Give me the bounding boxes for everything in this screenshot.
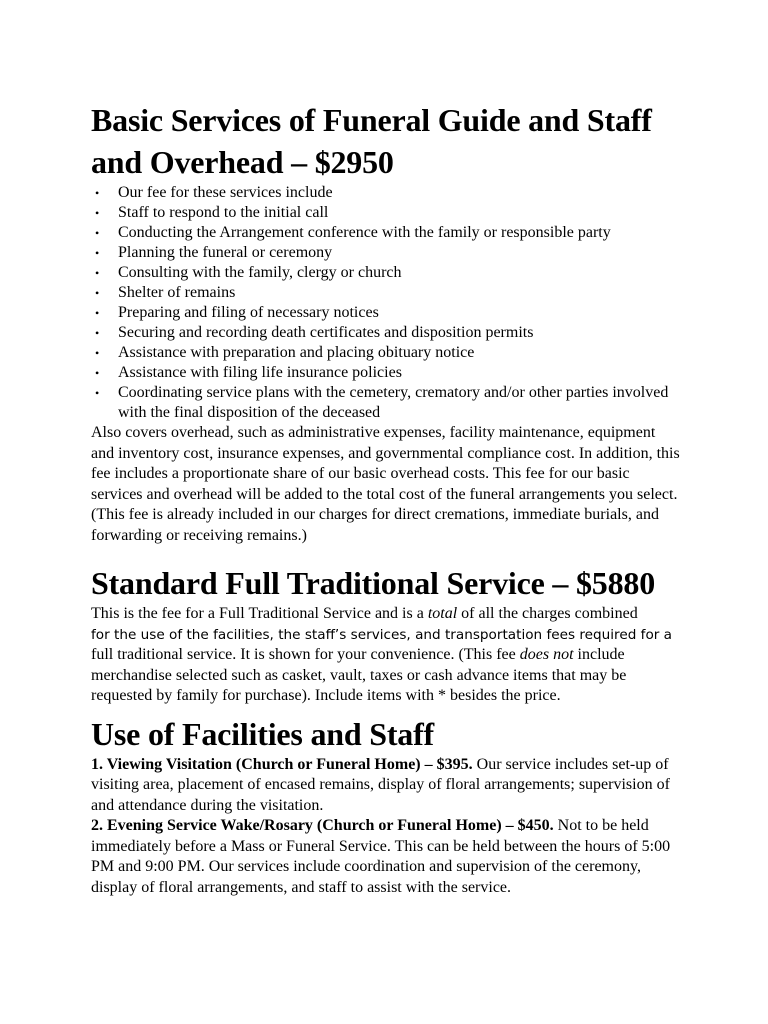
- bullet-icon: •: [95, 226, 100, 240]
- bullet-icon: •: [95, 286, 100, 300]
- bullet-icon: •: [95, 386, 100, 400]
- evening-service-item: [91, 816, 681, 898]
- bullet-icon: •: [95, 346, 100, 360]
- standard-service-heading: Standard Full Traditional Service – $5880: [91, 565, 655, 601]
- list-item: [91, 343, 681, 363]
- standard-service-paragraph: [91, 604, 681, 707]
- basic-services-list: [91, 183, 681, 423]
- italic-total: total: [427, 605, 458, 622]
- heading-line-1: Basic Services of Funeral Guide and Staff: [91, 102, 652, 138]
- facilities-heading: Use of Facilities and Staff: [91, 715, 435, 752]
- list-item-text: Coordinating service plans with the cemetery, crematory and/or other parties involved with the final disposition of the deceased: [118, 384, 669, 421]
- list-item-text: Securing and recording death certificates and disposition permits: [118, 324, 534, 341]
- list-item: [91, 203, 681, 223]
- list-item: [91, 383, 681, 423]
- viewing-visitation-text: Our service includes set-up of visiting area, placement of encased remains, display of floral arrangements; supervision of and attendance during the visitation.: [91, 755, 670, 814]
- bullet-icon: •: [95, 366, 100, 380]
- list-item-text: Assistance with preparation and placing obituary notice: [118, 344, 475, 361]
- bullet-icon: •: [95, 266, 100, 280]
- bullet-icon: •: [95, 186, 100, 200]
- list-item-text: Assistance with filing life insurance policies: [118, 364, 402, 381]
- text-span: include merchandise selected such as casket, vault, taxes or cash advance items that may be requested by family for purchase). Include items with * besides the price.: [91, 646, 627, 704]
- basic-services-heading: [91, 99, 681, 183]
- list-item: [91, 303, 681, 323]
- italic-does-not: does not: [519, 646, 574, 663]
- heading-line-2: and Overhead – $2950: [91, 144, 394, 180]
- list-item-text: Planning the funeral or ceremony: [118, 244, 333, 261]
- list-item: [91, 283, 681, 303]
- list-item: [91, 263, 681, 283]
- evening-service-text: Not to be held immediately before a Mass or Funeral Service. This can be held between the hours of 5:00 PM and 9:00 PM. Our services include coordination and supervision of the ceremony, display of floral arrangements, and staff to assist with the service.: [91, 817, 671, 896]
- list-item-text: Conducting the Arrangement conference with the family or responsible party: [118, 224, 611, 241]
- evening-service-title: 2. Evening Service Wake/Rosary (Church or Funeral Home) – $450.: [91, 817, 554, 834]
- sans-text-span: for the use of the facilities, the staff’s services, and transportation fees required for a: [91, 626, 673, 643]
- list-item: [91, 183, 681, 203]
- text-span: of all the charges combined: [457, 605, 638, 622]
- overhead-paragraph: Also covers overhead, such as administrative expenses, facility maintenance, equipment and inventory cost, insurance expenses, and governmental compliance cost. In addition, this fee includes a proportionate share of our basic overhead costs. This fee for our basic services and overhead will be added to the total cost of the funeral arrangements you select. (This fee is already included in our charges for direct cremations, immediate burials, and forwarding or receiving remains.): [91, 424, 680, 544]
- bullet-icon: •: [95, 206, 100, 220]
- text-span: This is the fee for a Full Traditional Service and is a: [91, 605, 428, 622]
- text-span: full traditional service. It is shown for your convenience. (This fee: [91, 646, 520, 663]
- viewing-visitation-item: [91, 755, 681, 817]
- list-item: [91, 323, 681, 343]
- list-item: [91, 243, 681, 263]
- bullet-icon: •: [95, 246, 100, 260]
- list-item-text: Preparing and filing of necessary notices: [118, 304, 379, 321]
- bullet-icon: •: [95, 326, 100, 340]
- list-item-text: Staff to respond to the initial call: [118, 204, 329, 221]
- list-item-text: Our fee for these services include: [118, 184, 333, 201]
- viewing-visitation-title: 1. Viewing Visitation (Church or Funeral Home) – $395.: [91, 755, 473, 773]
- document-page: [91, 99, 681, 898]
- list-item-text: Shelter of remains: [118, 284, 236, 301]
- list-item: [91, 363, 681, 383]
- list-item: [91, 223, 681, 243]
- list-item-text: Consulting with the family, clergy or church: [118, 264, 402, 281]
- bullet-icon: •: [95, 306, 100, 320]
